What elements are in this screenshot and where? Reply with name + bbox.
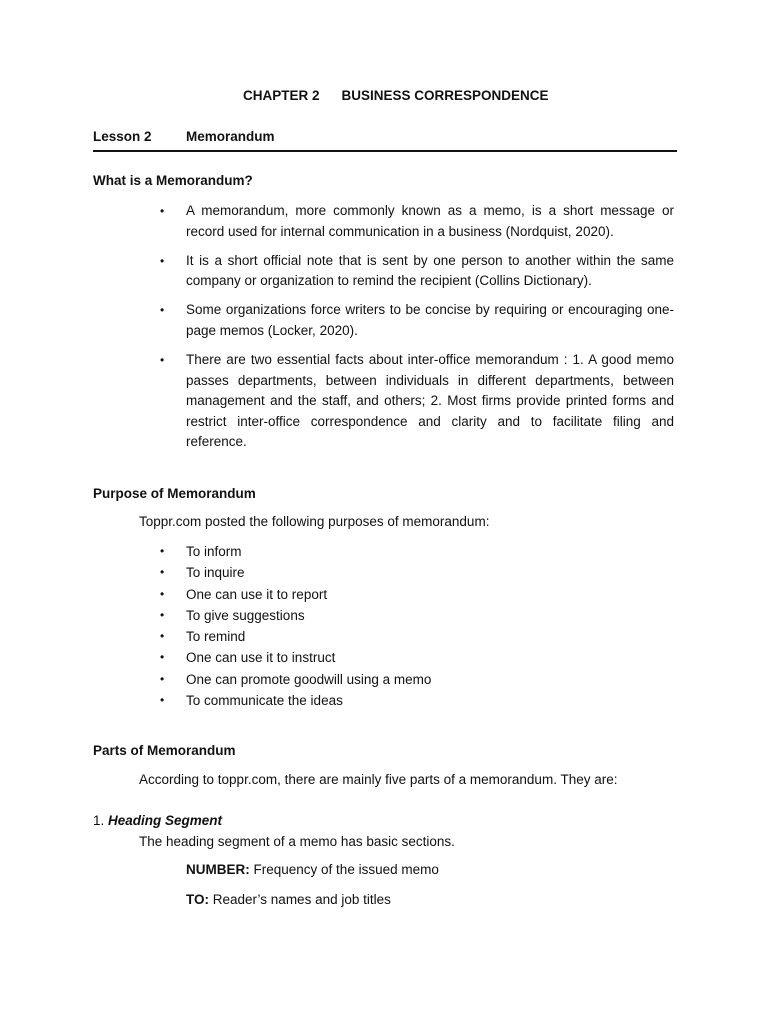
bullet-icon: • — [160, 607, 165, 622]
bullet-icon: • — [160, 565, 165, 580]
list-item — [157, 690, 674, 711]
lesson-label: Lesson 2 — [93, 129, 152, 144]
parts-intro: According to toppr.com, there are mainly five parts of a memorandum. They are: — [139, 772, 618, 787]
list-item — [157, 300, 674, 341]
section-heading-parts: Parts of Memorandum — [93, 743, 236, 758]
bullet-text: To inquire — [186, 565, 245, 581]
field-text: Reader’s names and job titles — [212, 892, 391, 907]
purpose-bullet-list — [157, 541, 674, 711]
what-is-bullet-list — [157, 201, 674, 462]
bullet-icon: • — [160, 353, 165, 368]
field-label: TO: — [186, 892, 209, 907]
list-item — [157, 626, 674, 647]
bullet-icon: • — [160, 650, 165, 665]
bullet-text: One can promote goodwill using a memo — [186, 671, 432, 687]
lesson-title: Memorandum — [186, 129, 275, 144]
list-item — [157, 605, 674, 626]
bullet-icon: • — [160, 586, 165, 601]
part-description: The heading segment of a memo has basic sections. — [139, 834, 455, 849]
horizontal-rule — [93, 150, 677, 152]
chapter-number: CHAPTER 2 — [243, 88, 320, 103]
list-item — [157, 584, 674, 605]
bullet-text: To communicate the ideas — [186, 693, 343, 709]
list-item — [157, 251, 674, 292]
field-to — [186, 892, 391, 907]
bullet-text: One can use it to instruct — [186, 650, 336, 666]
bullet-text: There are two essential facts about inter-office memorandum : 1. A good memo passes departments, between individuals in different departments, between management and the staff, and others; 2. Most firms provide printed forms and restrict inter-office correspondence and clarity and to facilitate filing and reference. — [186, 352, 674, 450]
bullet-text: A memorandum, more commonly known as a memo, is a short message or record used for internal communication in a business (Nordquist, 2020). — [186, 203, 674, 239]
bullet-icon: • — [160, 629, 165, 644]
list-item — [157, 669, 674, 690]
bullet-icon: • — [160, 253, 165, 268]
part-heading-segment — [93, 813, 222, 828]
section-heading-purpose: Purpose of Memorandum — [93, 486, 256, 501]
list-item — [157, 647, 674, 668]
bullet-icon: • — [160, 544, 165, 558]
purpose-intro: Toppr.com posted the following purposes of memorandum: — [139, 514, 490, 529]
field-number — [186, 862, 439, 877]
field-text: Frequency of the issued memo — [253, 862, 439, 877]
bullet-text: Some organizations force writers to be concise by requiring or encouraging one-page memos (Locker, 2020). — [186, 302, 674, 338]
list-item — [157, 201, 674, 242]
list-item — [157, 562, 674, 583]
bullet-text: To give suggestions — [186, 607, 305, 623]
list-item — [157, 350, 674, 453]
list-item — [157, 541, 674, 562]
bullet-icon: • — [160, 671, 165, 686]
bullet-text: To inform — [186, 544, 242, 559]
part-number: 1. — [93, 813, 105, 828]
field-label: NUMBER: — [186, 862, 250, 877]
part-title: Heading Segment — [108, 813, 223, 828]
bullet-icon: • — [160, 303, 165, 318]
chapter-heading — [243, 88, 549, 103]
bullet-icon: • — [160, 204, 165, 218]
section-heading-what-is: What is a Memorandum? — [93, 173, 253, 188]
chapter-title: BUSINESS CORRESPONDENCE — [341, 88, 549, 103]
bullet-icon: • — [160, 693, 165, 708]
bullet-text: It is a short official note that is sent by one person to another within the same company or organization to remind the recipient (Collins Dictionary). — [186, 252, 674, 289]
bullet-text: To remind — [186, 629, 246, 645]
bullet-text: One can use it to report — [186, 586, 328, 602]
